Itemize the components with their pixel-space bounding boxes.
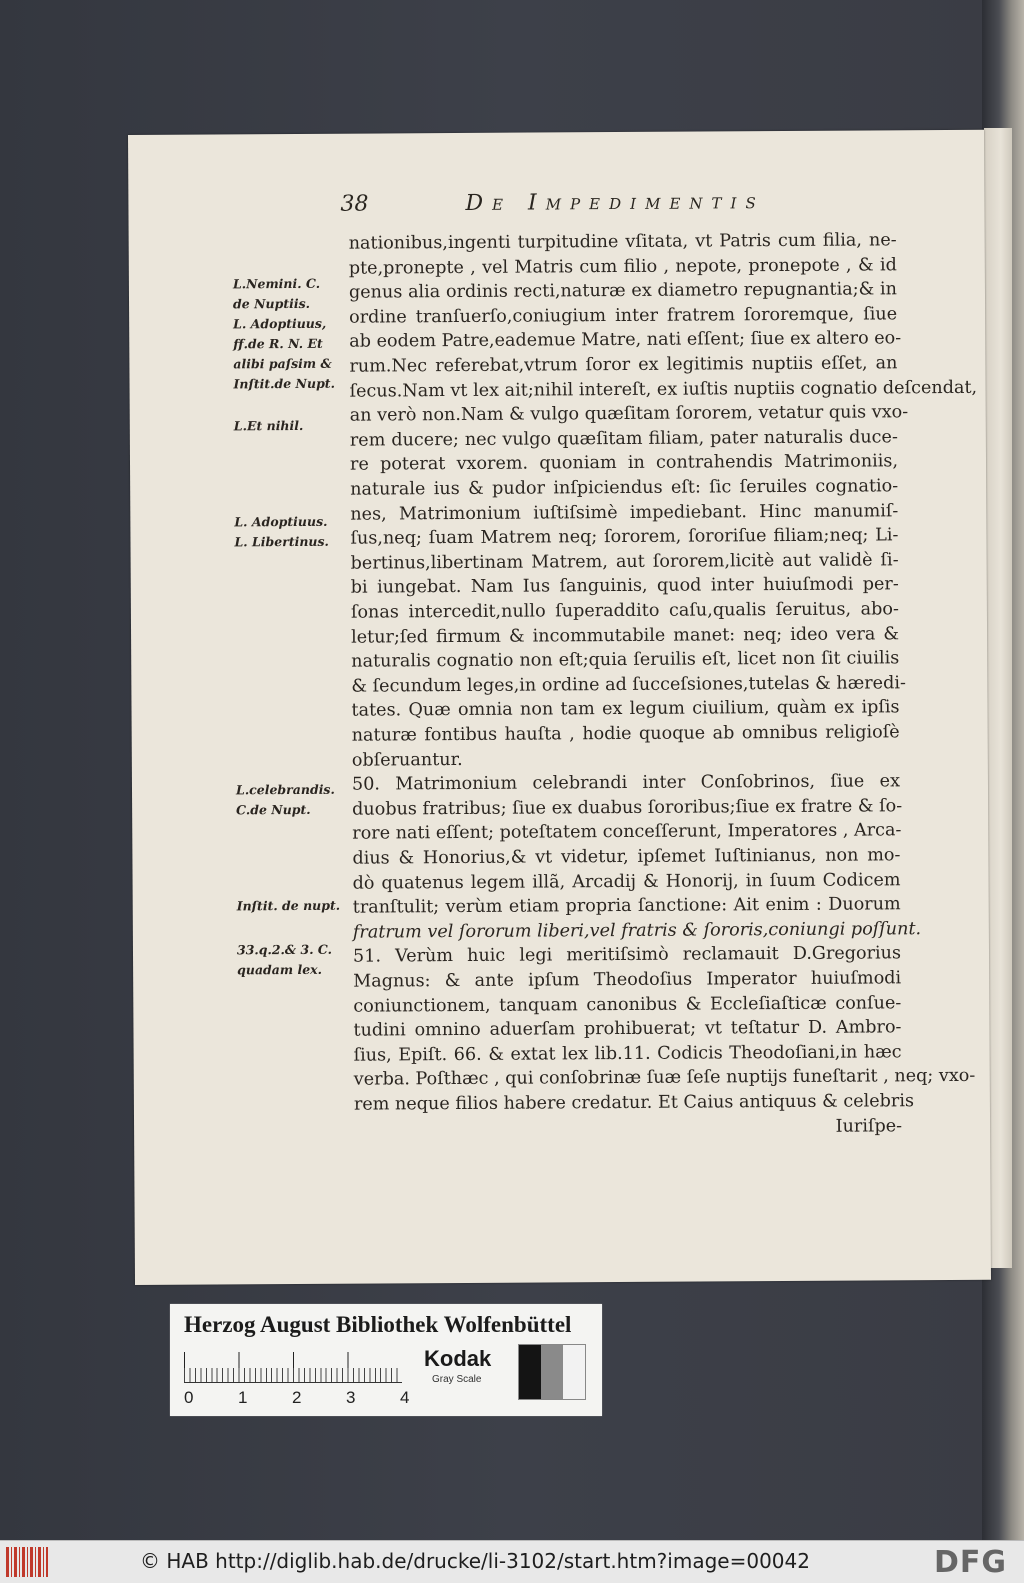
text-line: 51. Verùm huic legi meritiſsimò reclamauit D.Gregorius xyxy=(352,943,902,968)
gloss-line: ff.de R. N. Et xyxy=(233,335,323,352)
text-line: rem ducere; nec vulgo quæſitam filiam, pater naturalis duce- xyxy=(349,427,898,451)
kodak-logo: Kodak xyxy=(424,1346,492,1371)
text-line: genus alia ordinis recti,naturæ ex diametro repugnantia;& in xyxy=(348,279,898,303)
ruler-number: 4 xyxy=(400,1388,410,1407)
page-header xyxy=(340,188,900,221)
gray-scale-label: Gray Scale xyxy=(432,1374,482,1385)
ruler-number: 1 xyxy=(238,1388,248,1407)
scale-ruler xyxy=(184,1356,402,1383)
text-line: tates. Quæ omnia non tam ex legum ciuilium, quàm ex ipſis xyxy=(351,697,900,722)
text-line: dò quatenus legem illã, Arcadij & Honorij, in ſuum Codicem xyxy=(352,869,901,894)
text-line: ſius, Epiſt. 66. & extat lex lib.11. Codicis Theodoſiani,in hæc xyxy=(353,1042,902,1066)
text-line: rore nati eſſent; poteſtatem conceſſerunt, Imperatores , Arca- xyxy=(352,820,902,845)
book-page xyxy=(128,130,991,1285)
footer-bar xyxy=(0,1540,1024,1583)
text-line: nes, Matrimonium iuſtiſsimè impediebant. Hinc manumiſ- xyxy=(350,500,899,525)
gray-swatch xyxy=(541,1345,563,1399)
text-line: naturalis cognatio non eſt;quia ſeruilis eſt, licet non ſit ciuilis xyxy=(351,648,900,672)
text-line: obſeruantur. xyxy=(351,749,463,771)
text-line: duobus fratribus; ſiue ex duabus ſororibus;ſiue ex fratre & ſo- xyxy=(352,796,903,820)
text-line: Magnus: & ante ipſum Theodoſius Imperator huiuſmodi xyxy=(353,968,902,992)
gloss-line: alibi paſsim & xyxy=(233,355,332,372)
text-line: coniunctionem, tanquam canonibus & Eccleſiaſticæ conſue- xyxy=(353,992,902,1017)
gloss-line: quadam lex. xyxy=(237,961,323,978)
margin-gloss xyxy=(234,512,352,553)
text-line: bertinus,libertinam Matrem, aut ſororem,licitè aut validè ſi- xyxy=(350,550,899,574)
margin-gloss xyxy=(234,416,352,437)
dfg-logo: DFG xyxy=(934,1545,1008,1580)
gloss-line: 33.q.2.& 3. C. xyxy=(236,941,333,958)
text-line: tudini omnino aduerſam prohibuerat; vt teſtatur D. Ambro- xyxy=(353,1017,902,1041)
margin-gloss xyxy=(236,780,354,821)
text-line: ſonas intercedit,nullo ſuperaddito caſu,qualis ſeruitus, abo- xyxy=(350,599,899,623)
text-line: Iuriſpe- xyxy=(835,1115,903,1137)
gloss-line: L. Adoptiuus, xyxy=(233,315,327,332)
footer-credit-link[interactable]: © HAB http://diglib.hab.de/drucke/li-3102/start.htm?image=00042 xyxy=(140,1549,810,1573)
text-line: rem neque filios habere credatur. Et Caius antiquus & celebris xyxy=(353,1091,915,1115)
gloss-line: Inſtit. de nupt. xyxy=(236,897,341,914)
text-line: pte,pronepte , vel Matris cum filio , nepote, pronepote , & id xyxy=(348,254,897,279)
running-title: De Impedimentis xyxy=(465,189,765,216)
gloss-line: L.Nemini. C. xyxy=(232,275,321,292)
text-line: an verò non.Nam & vulgo quæſitam ſororem, vetatur quis vxo- xyxy=(349,402,909,426)
gloss-line: L.celebrandis. xyxy=(235,781,335,798)
page-number: 38 xyxy=(340,191,369,217)
text-line: naturale ius & pudor inſpiciendus eſt: ſic ſeruiles cognatio- xyxy=(350,476,899,500)
gloss-line: de Nuptiis. xyxy=(232,295,311,312)
gray-scale-swatches xyxy=(518,1344,586,1400)
margin-gloss xyxy=(237,940,355,981)
gloss-line: L. Adoptiuus. xyxy=(234,513,328,530)
text-line: ſus,neq; ſuam Matrem neq; ſororem, ſororiſue filiam;neq; Li- xyxy=(350,525,899,549)
text-line: tranſtulit; verùm etiam propria ſanctione: Ait enim : Duorum xyxy=(352,894,901,918)
ruler-numbers xyxy=(178,1388,418,1408)
text-line: bi iungebat. Nam Ius ſanguinis, quod inter huiuſmodi per- xyxy=(350,574,899,599)
text-line: 50. Matrimonium celebrandi inter Conſobrinos, ſiue ex xyxy=(351,771,901,795)
gloss-line: C.de Nupt. xyxy=(236,801,311,818)
text-line: nationibus,ingenti turpitudine vſitata, vt Patris cum filia, ne- xyxy=(348,230,897,254)
gloss-line: L.Et nihil. xyxy=(233,417,304,434)
text-line: re poterat vxorem. quoniam in contrahendis Matrimoniis, xyxy=(349,451,899,476)
margin-gloss xyxy=(233,274,352,395)
ruler-number: 3 xyxy=(346,1388,356,1407)
text-line: ab eodem Patre,eademue Matre, nati eſſent; ſiue ex altero eo- xyxy=(349,328,902,353)
text-line: rum.Nec referebat,vtrum ſoror ex legitimis nuptiis eſſet, an xyxy=(349,353,898,377)
gray-swatch xyxy=(563,1345,585,1399)
text-line: ordine tranſuerſo,coniugium inter fratrem ſororemque, ſiue xyxy=(349,304,898,328)
ruler-number: 0 xyxy=(184,1388,194,1407)
margin-gloss xyxy=(237,896,355,917)
gloss-line: Inſtit.de Nupt. xyxy=(233,375,335,392)
gray-swatch xyxy=(519,1345,541,1399)
gloss-line: L. Libertinus. xyxy=(234,533,329,550)
text-line: fratrum vel ſororum liberi,vel fratris & ſororis,coniungi poſſunt. xyxy=(352,918,922,943)
library-label-card xyxy=(170,1304,602,1416)
barcode-icon xyxy=(6,1547,48,1577)
text-line: ſecus.Nam vt lex ait;nihil intereſt, ex iuſtis nuptiis cognatio deſcendat, xyxy=(349,377,978,402)
library-name: Herzog August Bibliothek Wolfenbüttel xyxy=(184,1312,572,1337)
text-line: dius & Honorius,& vt videtur, ipſemet Iuſtinianus, non mo- xyxy=(352,845,901,869)
text-line: letur;ſed firmum & incommutabile manet: neq; ideo vera & xyxy=(351,623,900,648)
text-line: & ſecundum leges,in ordine ad ſucceſsiones,tutelas & hæredi- xyxy=(351,673,906,697)
text-line: verba. Poſthæc , qui conſobrinæ ſuæ ſeſe nuptijs funeſtarit , neq; vxo- xyxy=(353,1066,976,1091)
text-line: naturæ fontibus hauſta , hodie quoque ab omnibus religioſè xyxy=(351,722,900,746)
ruler-number: 2 xyxy=(292,1388,302,1407)
